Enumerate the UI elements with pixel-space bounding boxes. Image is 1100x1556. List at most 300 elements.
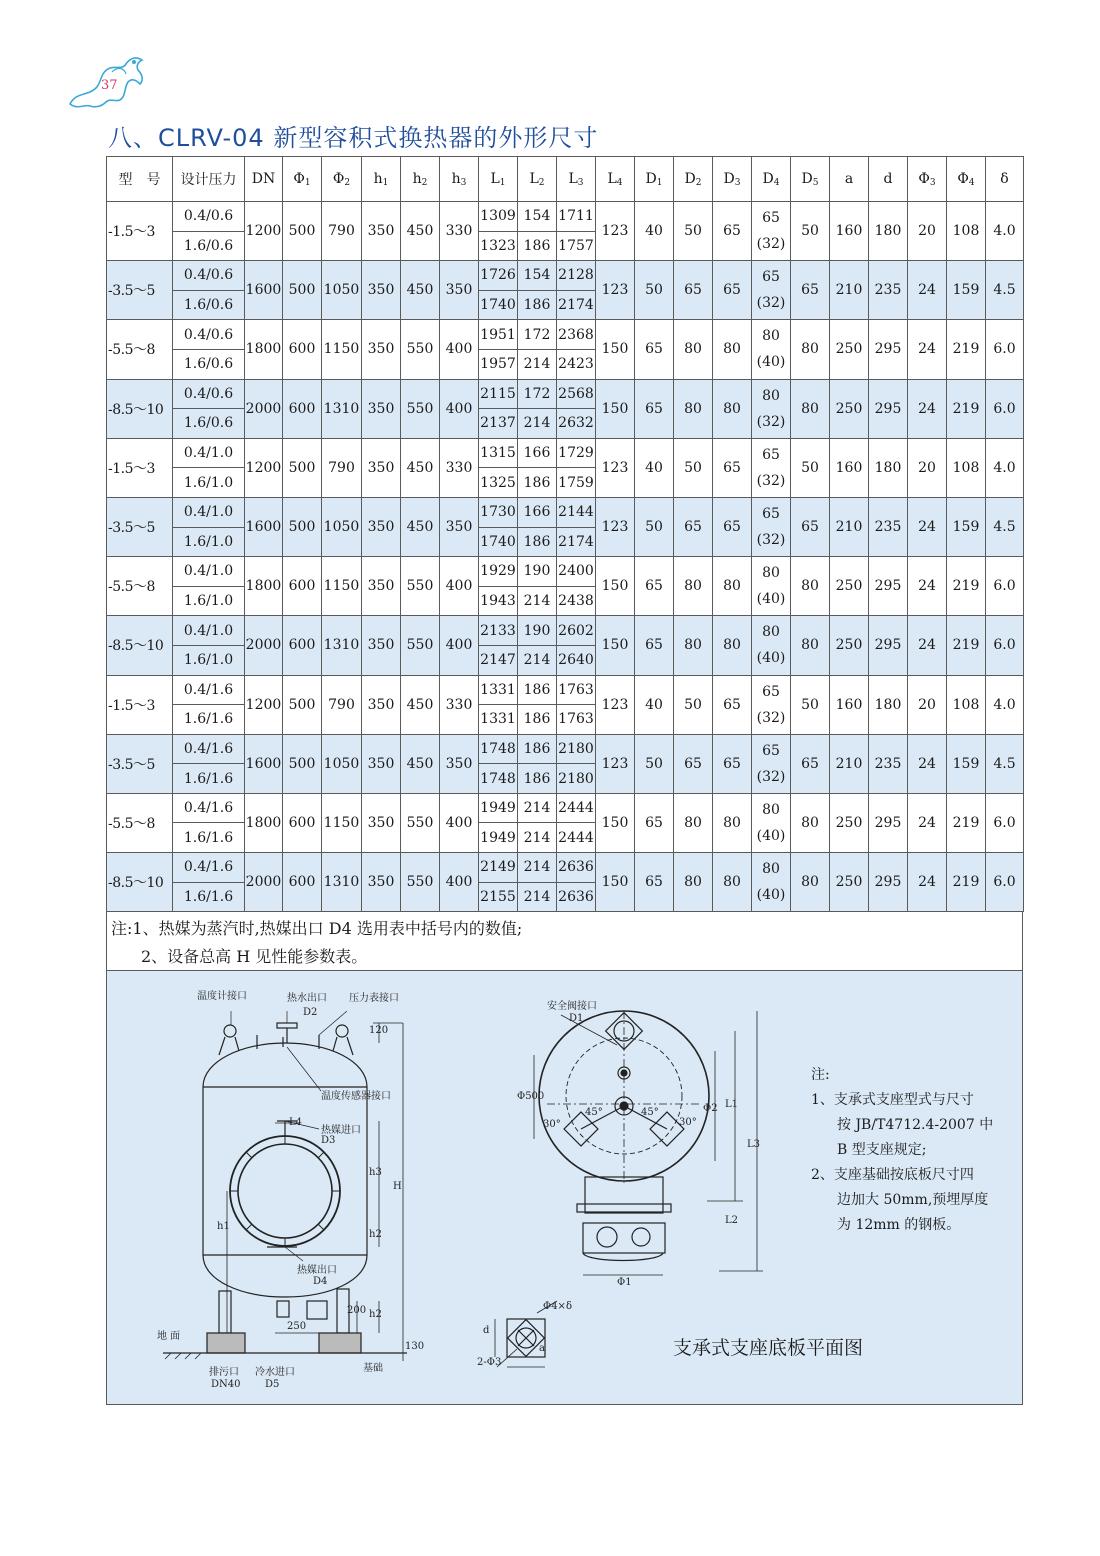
label-d2: D2 [303, 1007, 318, 1018]
cell-h1: 350 [362, 438, 401, 497]
page-title: 八、CLRV-04 新型容积式换热器的外形尺寸 [108, 124, 599, 152]
cell-DN: 1200 [245, 202, 283, 261]
cell-phi4: 219 [947, 853, 986, 912]
cell-D2: 50 [674, 675, 713, 734]
cell-L2b: 214 [518, 409, 557, 439]
cell-DN: 2000 [245, 853, 283, 912]
cell-phi1: 500 [283, 438, 322, 497]
cell-D2: 50 [674, 202, 713, 261]
cell-L2a: 166 [518, 497, 557, 527]
cell-D4 [752, 320, 791, 379]
cell-D4-value: 65 [762, 683, 780, 700]
cell-L2b: 214 [518, 645, 557, 675]
drawing-notes-heading: 注: [811, 1067, 830, 1083]
cell-L1a: 1309 [479, 202, 518, 232]
cell-phi3: 24 [908, 261, 947, 320]
column-header: $h_3$ [440, 157, 479, 202]
label-dim-250: 250 [287, 1321, 307, 1332]
table-row [107, 734, 1024, 764]
cell-d: 235 [869, 261, 908, 320]
column-header: $D_1$ [635, 157, 674, 202]
cell-L1b: 1331 [479, 705, 518, 735]
cell-phi3: 20 [908, 202, 947, 261]
cell-D4-steam-value: (32) [756, 768, 786, 785]
cell-D1: 65 [635, 379, 674, 438]
cell-d: 295 [869, 793, 908, 852]
label-phi500: Φ500 [517, 1091, 545, 1102]
cell-L4: 123 [596, 202, 635, 261]
cell-a: 210 [830, 261, 869, 320]
cell-phi3: 24 [908, 853, 947, 912]
label-dim-200: 200 [347, 1305, 367, 1316]
label-l1: L1 [725, 1099, 739, 1110]
cell-D5: 80 [791, 853, 830, 912]
cell-D2: 50 [674, 438, 713, 497]
cell-DN: 1800 [245, 320, 283, 379]
column-header: 设计压力 [173, 157, 245, 202]
cell-L1a: 2149 [479, 853, 518, 883]
cell-h1: 350 [362, 616, 401, 675]
cell-model: -8.5～10 [107, 853, 173, 912]
cell-h2: 550 [401, 853, 440, 912]
cell-a: 250 [830, 379, 869, 438]
cell-L1b: 1943 [479, 586, 518, 616]
cell-a: 250 [830, 320, 869, 379]
cell-phi1: 500 [283, 734, 322, 793]
cell-h2: 450 [401, 734, 440, 793]
cell-DN: 2000 [245, 379, 283, 438]
cell-D3: 65 [713, 202, 752, 261]
cell-L4: 150 [596, 379, 635, 438]
cell-L3b: 2180 [557, 764, 596, 794]
table-header-row [107, 157, 1024, 202]
cell-delta: 6.0 [986, 320, 1024, 379]
cell-phi3: 24 [908, 616, 947, 675]
cell-D2: 80 [674, 793, 713, 852]
cell-pressure: 0.4/1.6 [173, 793, 245, 823]
cell-D1: 40 [635, 438, 674, 497]
cell-D3: 80 [713, 853, 752, 912]
cell-L1b: 1957 [479, 349, 518, 379]
label-temp-sensor-port: 温度传感器接口 [321, 1091, 391, 1102]
cell-DN: 1200 [245, 438, 283, 497]
label-d3: D3 [321, 1135, 336, 1146]
cell-model: -5.5～8 [107, 557, 173, 616]
column-header: $L_2$ [518, 157, 557, 202]
cell-L4: 123 [596, 438, 635, 497]
label-dim-d: d [483, 1325, 490, 1336]
cell-L2b: 186 [518, 290, 557, 320]
cell-DN: 1200 [245, 675, 283, 734]
cell-phi1: 500 [283, 675, 322, 734]
cell-h3: 330 [440, 202, 479, 261]
cell-d: 180 [869, 438, 908, 497]
cell-L1a: 1748 [479, 734, 518, 764]
drawing-note-2b: 边加大 50mm,预埋厚度 [837, 1192, 989, 1208]
cell-L1b: 1748 [479, 764, 518, 794]
cell-h1: 350 [362, 734, 401, 793]
cell-phi4: 108 [947, 202, 986, 261]
cell-D3: 65 [713, 261, 752, 320]
cell-model: -3.5～5 [107, 497, 173, 556]
cell-L3b: 2438 [557, 586, 596, 616]
plan-caption: 支承式支座底板平面图 [673, 1337, 864, 1359]
cell-h1: 350 [362, 853, 401, 912]
cell-L3a: 2368 [557, 320, 596, 350]
cell-phi4: 108 [947, 675, 986, 734]
cell-phi4: 219 [947, 379, 986, 438]
cell-L2b: 214 [518, 349, 557, 379]
cell-L2b: 186 [518, 468, 557, 498]
cell-pressure: 1.6/1.6 [173, 823, 245, 853]
cell-pressure: 1.6/0.6 [173, 231, 245, 261]
cell-h1: 350 [362, 320, 401, 379]
cell-L3a: 2602 [557, 616, 596, 646]
cell-D4 [752, 379, 791, 438]
cell-L2a: 186 [518, 675, 557, 705]
column-header: $h_1$ [362, 157, 401, 202]
drawing-note-1a: 1、支承式支座型式与尺寸 [811, 1092, 974, 1108]
cell-D4-value: 80 [762, 624, 780, 641]
table-row [107, 675, 1024, 705]
cell-pressure: 1.6/1.0 [173, 586, 245, 616]
cell-D1: 65 [635, 853, 674, 912]
cell-delta: 4.0 [986, 202, 1024, 261]
cell-phi4: 219 [947, 557, 986, 616]
cell-L1b: 1323 [479, 231, 518, 261]
cell-L3b: 2174 [557, 290, 596, 320]
cell-phi2: 1050 [322, 734, 362, 793]
cell-D4 [752, 734, 791, 793]
cell-h2: 550 [401, 616, 440, 675]
label-foundation: 基础 [363, 1363, 383, 1374]
cell-L1b: 1325 [479, 468, 518, 498]
cell-D4 [752, 853, 791, 912]
cell-h2: 550 [401, 320, 440, 379]
cell-D4 [752, 557, 791, 616]
cell-D4-steam-value: (40) [756, 591, 786, 608]
cell-pressure: 0.4/0.6 [173, 202, 245, 232]
cell-h3: 350 [440, 261, 479, 320]
cell-D4-value: 65 [762, 506, 780, 523]
label-ground: 地 面 [157, 1331, 181, 1342]
cell-delta: 6.0 [986, 853, 1024, 912]
drawing-panel [106, 971, 1023, 1405]
cell-h3: 400 [440, 557, 479, 616]
label-heat-medium-outlet: 热媒出口 [297, 1265, 337, 1276]
label-phi2: Φ2 [703, 1103, 718, 1114]
cell-phi4: 108 [947, 438, 986, 497]
cell-L1b: 1949 [479, 823, 518, 853]
cell-D1: 40 [635, 202, 674, 261]
cell-pressure: 0.4/0.6 [173, 320, 245, 350]
cell-D3: 80 [713, 379, 752, 438]
cell-D4-steam-value: (40) [756, 650, 786, 667]
cell-phi2: 790 [322, 202, 362, 261]
cell-D4 [752, 261, 791, 320]
cell-L3a: 2400 [557, 557, 596, 587]
cell-pressure: 1.6/1.0 [173, 527, 245, 557]
cell-L1a: 2133 [479, 616, 518, 646]
cell-model: -1.5～3 [107, 675, 173, 734]
cell-D3: 80 [713, 616, 752, 675]
label-angle-30-right: 30° [679, 1117, 697, 1128]
label-l3: L3 [747, 1139, 761, 1150]
cell-L1b: 2137 [479, 409, 518, 439]
label-angle-30-left: 30° [543, 1119, 561, 1130]
cell-model: -1.5～3 [107, 202, 173, 261]
cell-D5: 50 [791, 438, 830, 497]
cell-phi2: 1150 [322, 557, 362, 616]
cell-D4 [752, 497, 791, 556]
cell-L3a: 1763 [557, 675, 596, 705]
cell-pressure: 0.4/0.6 [173, 261, 245, 291]
label-cold-water-inlet: 冷水进口 [255, 1367, 295, 1378]
cell-L3b: 2636 [557, 882, 596, 912]
cell-D4-steam-value: (32) [756, 236, 786, 253]
cell-model: -8.5～10 [107, 616, 173, 675]
cell-DN: 1600 [245, 497, 283, 556]
cell-phi3: 24 [908, 557, 947, 616]
cell-h2: 450 [401, 497, 440, 556]
column-header: $L_3$ [557, 157, 596, 202]
cell-pressure: 1.6/1.0 [173, 645, 245, 675]
cell-pressure: 0.4/1.6 [173, 675, 245, 705]
cell-h1: 350 [362, 497, 401, 556]
cell-DN: 1800 [245, 793, 283, 852]
cell-delta: 6.0 [986, 616, 1024, 675]
cell-phi2: 1150 [322, 793, 362, 852]
cell-h2: 450 [401, 675, 440, 734]
cell-phi1: 500 [283, 497, 322, 556]
cell-phi2: 1050 [322, 497, 362, 556]
cell-phi1: 600 [283, 379, 322, 438]
column-header: $D_3$ [713, 157, 752, 202]
cell-L4: 150 [596, 793, 635, 852]
column-header: $D_5$ [791, 157, 830, 202]
cell-h1: 350 [362, 557, 401, 616]
column-header: $\Phi_4$ [947, 157, 986, 202]
label-dim-h1: h1 [217, 1221, 230, 1232]
cell-D4-steam-value: (32) [756, 413, 786, 430]
cell-L1a: 1331 [479, 675, 518, 705]
cell-D4-value: 65 [762, 269, 780, 286]
cell-L4: 150 [596, 320, 635, 379]
cell-D2: 65 [674, 261, 713, 320]
cell-D4-value: 65 [762, 742, 780, 759]
cell-delta: 6.0 [986, 793, 1024, 852]
column-header: $L_4$ [596, 157, 635, 202]
cell-D5: 50 [791, 675, 830, 734]
cell-phi2: 1050 [322, 261, 362, 320]
cell-D3: 80 [713, 557, 752, 616]
cell-L3b: 1759 [557, 468, 596, 498]
cell-delta: 6.0 [986, 557, 1024, 616]
cell-phi1: 600 [283, 853, 322, 912]
cell-phi2: 790 [322, 438, 362, 497]
cell-phi3: 24 [908, 320, 947, 379]
cell-pressure: 0.4/0.6 [173, 379, 245, 409]
cell-d: 180 [869, 202, 908, 261]
column-header: d [869, 157, 908, 202]
cell-L1b: 2155 [479, 882, 518, 912]
table-row [107, 616, 1024, 646]
cell-a: 160 [830, 202, 869, 261]
cell-phi4: 159 [947, 261, 986, 320]
label-dim-120: 120 [369, 1025, 389, 1036]
note-line-2: 2、设备总高 H 见性能参数表。 [141, 947, 368, 966]
cell-h3: 400 [440, 320, 479, 379]
cell-h3: 400 [440, 616, 479, 675]
cell-delta: 4.5 [986, 734, 1024, 793]
cell-phi1: 600 [283, 793, 322, 852]
cell-d: 235 [869, 497, 908, 556]
cell-h1: 350 [362, 202, 401, 261]
cell-h3: 400 [440, 379, 479, 438]
cell-a: 250 [830, 616, 869, 675]
table-row [107, 497, 1024, 527]
column-header: $\Phi_3$ [908, 157, 947, 202]
column-header: $\Phi_1$ [283, 157, 322, 202]
label-phi1: Φ1 [617, 1277, 632, 1288]
cell-a: 210 [830, 497, 869, 556]
cell-D4 [752, 616, 791, 675]
cell-L2a: 154 [518, 202, 557, 232]
cell-pressure: 0.4/1.0 [173, 497, 245, 527]
cell-D4-steam-value: (32) [756, 472, 786, 489]
cell-L2a: 154 [518, 261, 557, 291]
cell-phi2: 1310 [322, 379, 362, 438]
label-d1: D1 [569, 1013, 584, 1024]
cell-D4 [752, 202, 791, 261]
cell-D4-value: 80 [762, 387, 780, 404]
cell-D5: 80 [791, 320, 830, 379]
cell-model: -3.5～5 [107, 734, 173, 793]
table-row [107, 379, 1024, 409]
label-phi4-delta: Φ4×δ [543, 1301, 572, 1312]
cell-D1: 50 [635, 261, 674, 320]
cell-D1: 40 [635, 675, 674, 734]
label-angle-45-right: 45° [641, 1107, 659, 1118]
cell-pressure: 1.6/1.6 [173, 705, 245, 735]
cell-D5: 80 [791, 616, 830, 675]
page-number: 37 [101, 78, 118, 93]
cell-D2: 80 [674, 616, 713, 675]
cell-L2a: 172 [518, 320, 557, 350]
cell-L3a: 2568 [557, 379, 596, 409]
cell-D1: 65 [635, 320, 674, 379]
cell-phi3: 24 [908, 793, 947, 852]
cell-phi2: 1310 [322, 853, 362, 912]
cell-D4-steam-value: (32) [756, 295, 786, 312]
label-dim-h: H [393, 1181, 402, 1192]
cell-D1: 65 [635, 793, 674, 852]
cell-L1b: 1740 [479, 290, 518, 320]
cell-L4: 123 [596, 497, 635, 556]
cell-DN: 1600 [245, 261, 283, 320]
cell-L4: 123 [596, 261, 635, 320]
cell-L3b: 1757 [557, 231, 596, 261]
cell-a: 250 [830, 557, 869, 616]
drawing-note-1b: 按 JB/T4712.4-2007 中 [837, 1117, 994, 1133]
cell-L3b: 2632 [557, 409, 596, 439]
drawing-note-2c: 为 12mm 的钢板。 [837, 1217, 961, 1233]
drawing-note-1c: B 型支座规定; [837, 1142, 927, 1158]
label-dn40: DN40 [211, 1379, 241, 1390]
cell-DN: 1800 [245, 557, 283, 616]
label-2-phi3: 2-Φ3 [477, 1357, 502, 1368]
column-header: DN [245, 157, 283, 202]
cell-a: 250 [830, 793, 869, 852]
label-d5: D5 [265, 1379, 280, 1390]
cell-model: -5.5～8 [107, 793, 173, 852]
cell-D3: 65 [713, 734, 752, 793]
cell-L1a: 1726 [479, 261, 518, 291]
cell-model: -5.5～8 [107, 320, 173, 379]
label-safety-valve-port: 安全阀接口 [547, 1001, 597, 1012]
cell-h3: 350 [440, 734, 479, 793]
cell-pressure: 1.6/1.6 [173, 882, 245, 912]
top-plan-view [534, 1011, 763, 1275]
cell-pressure: 0.4/1.0 [173, 438, 245, 468]
cell-d: 295 [869, 320, 908, 379]
cell-L1a: 1315 [479, 438, 518, 468]
cell-pressure: 0.4/1.0 [173, 557, 245, 587]
cell-a: 250 [830, 853, 869, 912]
cell-D3: 80 [713, 320, 752, 379]
cell-phi4: 159 [947, 497, 986, 556]
cell-phi3: 20 [908, 438, 947, 497]
cell-delta: 4.5 [986, 261, 1024, 320]
cell-L2a: 186 [518, 734, 557, 764]
cell-a: 160 [830, 438, 869, 497]
cell-D2: 80 [674, 557, 713, 616]
table-row [107, 438, 1024, 468]
drawing-note-2a: 2、支座基础按底板尺寸四 [811, 1167, 974, 1183]
cell-L1a: 2115 [479, 379, 518, 409]
label-d4: D4 [313, 1276, 328, 1287]
cell-model: -1.5～3 [107, 438, 173, 497]
cell-D2: 65 [674, 497, 713, 556]
label-pressure-gauge-port: 压力表接口 [349, 993, 399, 1004]
cell-h1: 350 [362, 379, 401, 438]
cell-L3b: 2174 [557, 527, 596, 557]
cell-phi1: 600 [283, 557, 322, 616]
label-dim-130: 130 [405, 1341, 425, 1352]
cell-pressure: 0.4/1.6 [173, 853, 245, 883]
label-dim-h2-upper: h2 [369, 1229, 382, 1240]
cell-L1b: 1740 [479, 527, 518, 557]
cell-a: 160 [830, 675, 869, 734]
cell-D1: 65 [635, 557, 674, 616]
cell-D5: 65 [791, 497, 830, 556]
cell-D4-value: 80 [762, 861, 780, 878]
cell-L2b: 214 [518, 882, 557, 912]
cell-phi2: 1310 [322, 616, 362, 675]
note-line-1: 注:1、热媒为蒸汽时,热媒出口 D4 选用表中括号内的数值; [111, 919, 523, 938]
cell-pressure: 1.6/0.6 [173, 349, 245, 379]
cell-D4-steam-value: (40) [756, 827, 786, 844]
column-header: 型 号 [107, 157, 173, 202]
cell-L3b: 2640 [557, 645, 596, 675]
cell-phi4: 219 [947, 616, 986, 675]
cell-L2b: 214 [518, 823, 557, 853]
cell-L1b: 2147 [479, 645, 518, 675]
cell-pressure: 0.4/1.0 [173, 616, 245, 646]
cell-h2: 450 [401, 261, 440, 320]
cell-D2: 80 [674, 320, 713, 379]
cell-phi3: 24 [908, 379, 947, 438]
